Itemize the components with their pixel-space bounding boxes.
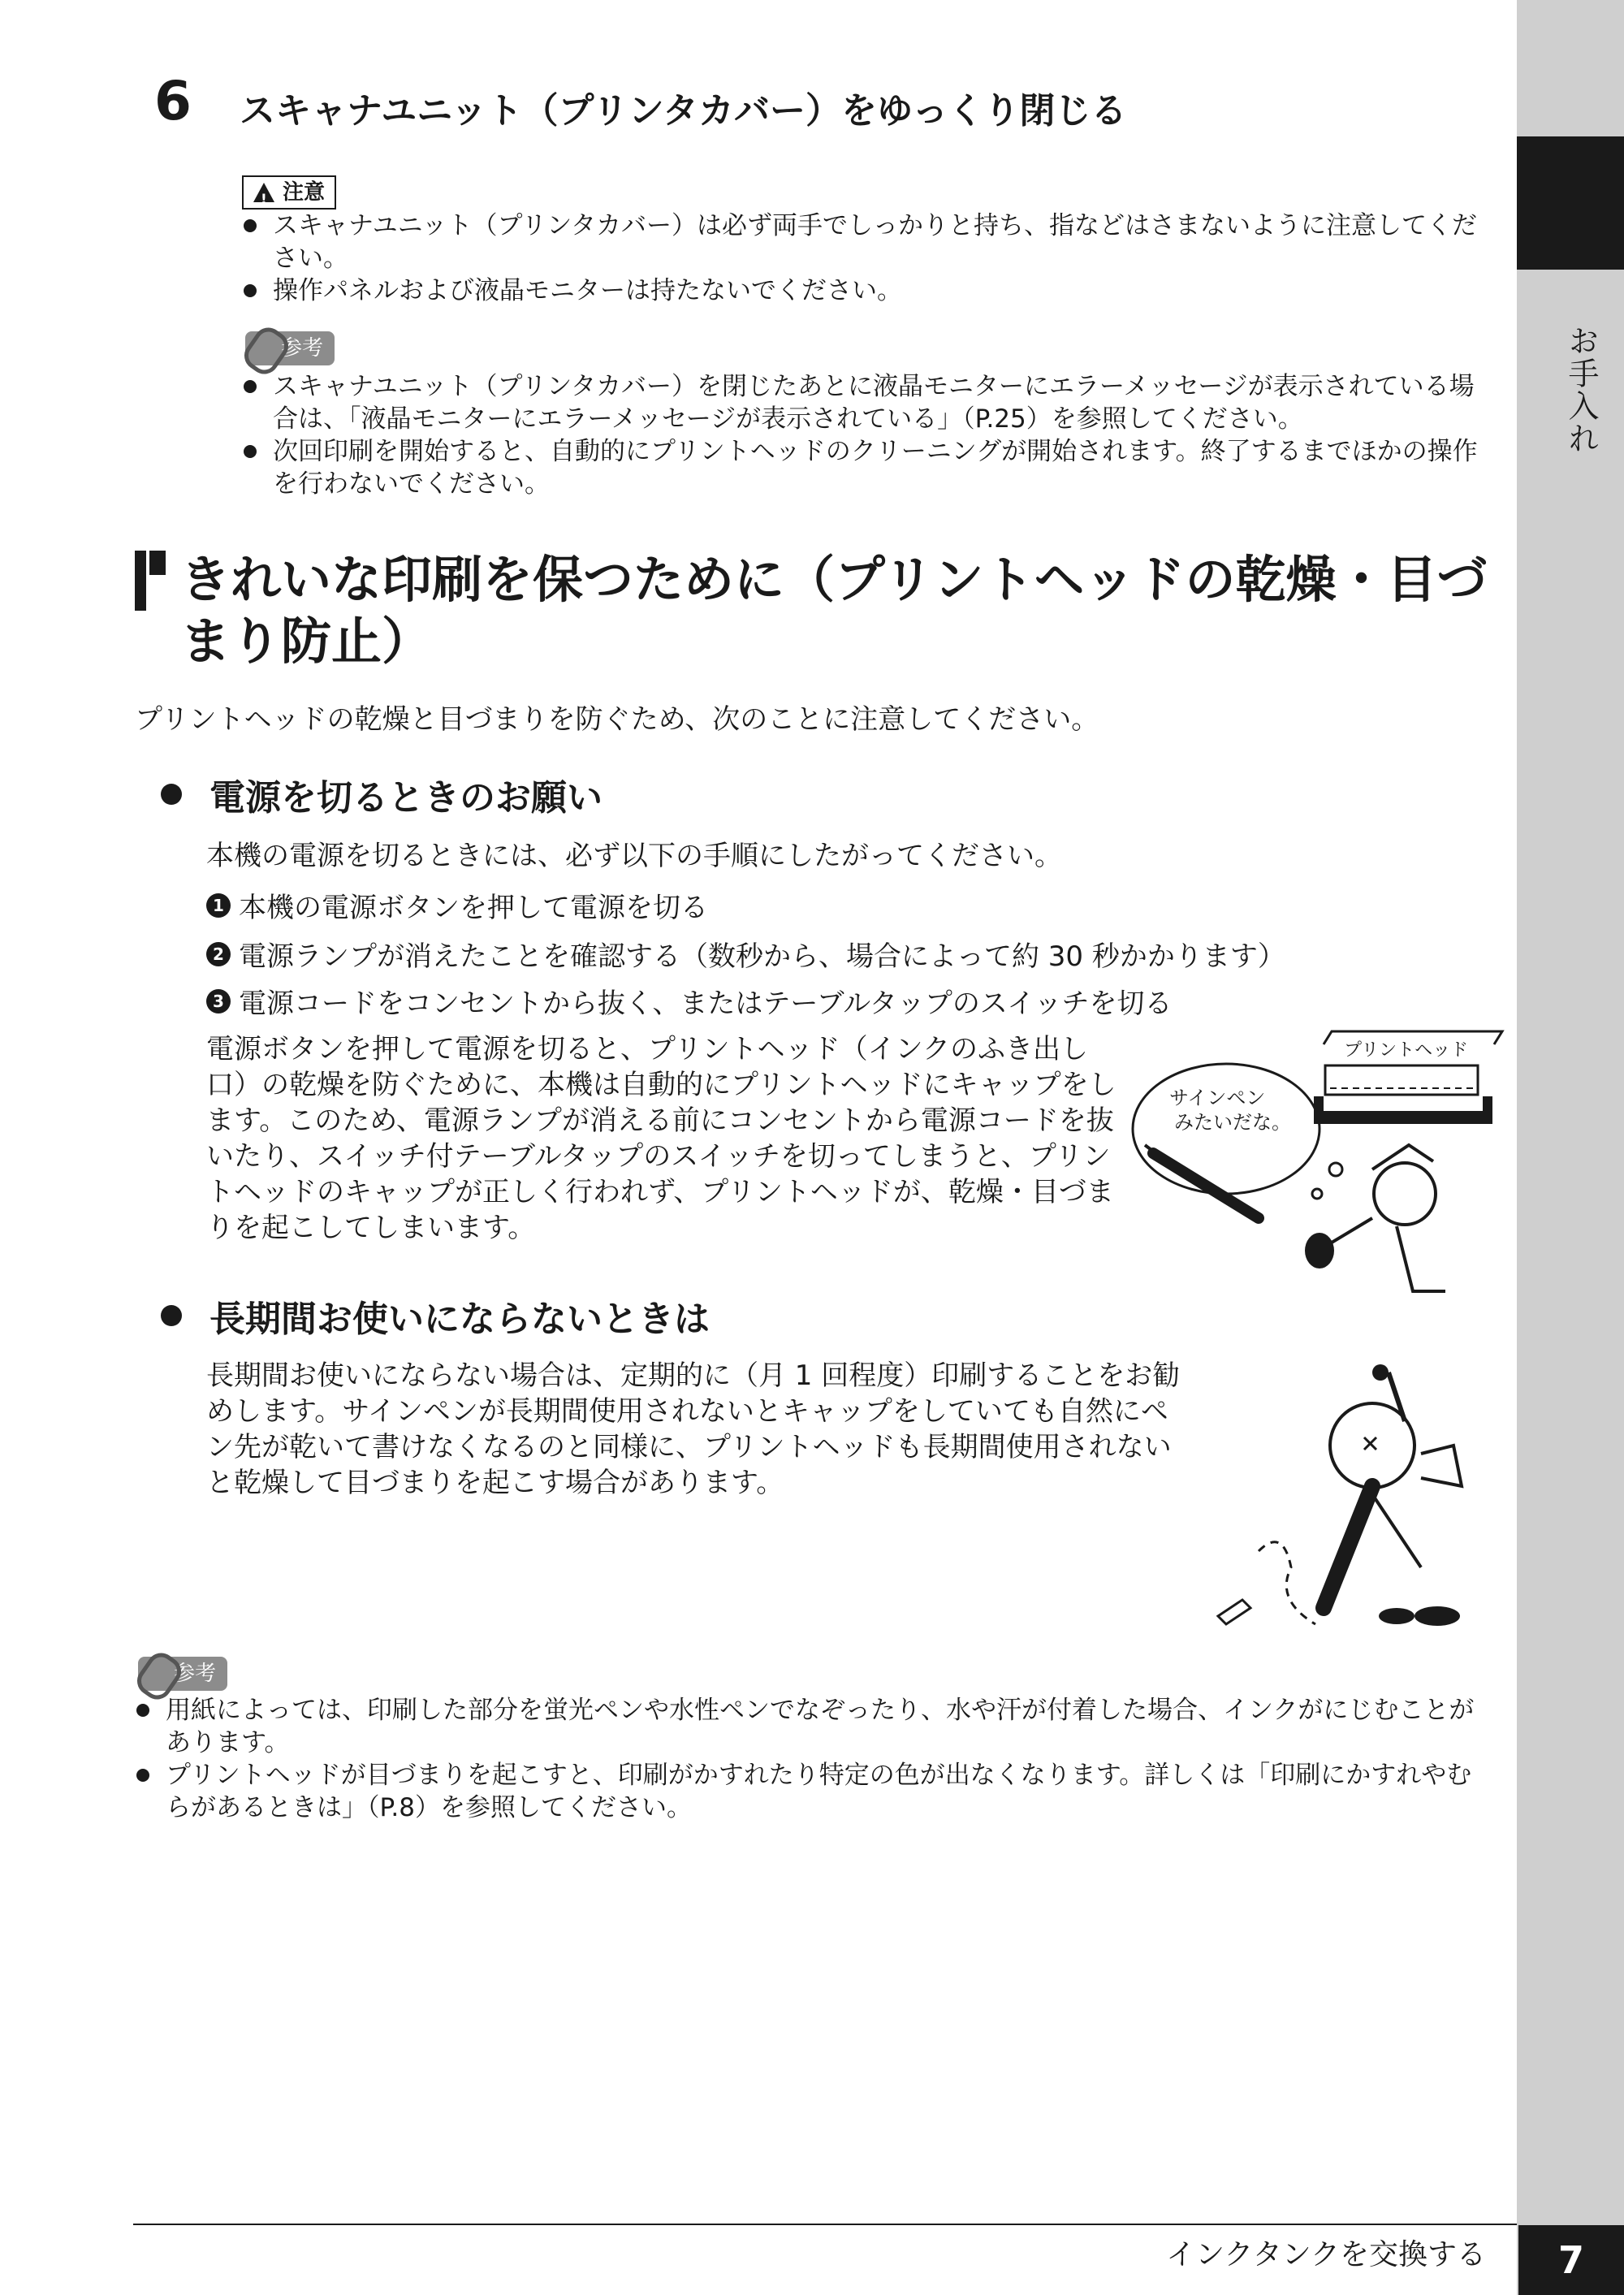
note-item: 次回印刷を開始すると、自動的にプリントヘッドのクリーニングが開始されます。終了するまでほかの操作を行わないでください。: [242, 435, 1492, 500]
power-heading-text: 電源を切るときのお願い: [209, 777, 603, 819]
note-pill: [138, 1657, 227, 1691]
footer-chapter: インクタンクを交換する: [1166, 2238, 1486, 2271]
printhead-illustration: [1129, 1023, 1510, 1316]
power-step-text: 電源ランプが消えたことを確認する（数秒から、場合によって約 30 秒かかります）: [239, 940, 1285, 973]
note-item: 用紙によっては、印刷した部分を蛍光ペンや水性ペンでなぞったり、水や汗が付着した場合、インクがにじむことがあります。: [135, 1694, 1491, 1759]
bottom-note-label: [138, 1657, 227, 1691]
step-number-icon: 3: [206, 989, 231, 1014]
power-step: [206, 885, 708, 925]
step-title: スキャナユニット（プリンタカバー）をゆっくり閉じる: [240, 90, 1127, 132]
power-step-text: 本機の電源ボタンを押して電源を切る: [239, 892, 708, 924]
section-intro: プリントヘッドの乾燥と目づまりを防ぐため、次のことに注意してください。: [135, 703, 1099, 736]
longterm-heading: [161, 1290, 710, 1342]
note-pill: [245, 331, 335, 365]
power-body: 電源ボタンを押して電源を切ると、プリントヘッド（インクのふき出し口）の乾燥を防ぐために、本機は自動的にプリントヘッドにキャップをします。このため、電源ランプが消える前にコンセントから電源コードを抜いたり、スイッチ付テーブルタップのスイッチを切ってしまうと、プリントヘッドのキャップが正しく行われず、プリントヘッドが、乾燥・目づまりを起こしてしまいます。: [206, 1033, 1116, 1244]
side-tab-label: お手入れ: [1563, 325, 1599, 455]
note-list: [242, 370, 1492, 500]
printhead-label: プリントヘッド: [1344, 1040, 1469, 1061]
power-step: [206, 934, 1285, 974]
longterm-body: 長期間お使いにならない場合は、定期的に（月 1 回程度）印刷することをお勧めします。サインペンが長期間使用されないとキャップをしていても自然にペン先が乾いて書けなくなるのと同様に、プリントヘッドも長期間使用されないと乾燥して目づまりを起こす場合があります。: [206, 1359, 1181, 1499]
step-number-icon: 2: [206, 942, 231, 966]
note-text: 参考: [174, 1662, 217, 1686]
page-number: 7: [1518, 2225, 1624, 2295]
power-step-text: 電源コードをコンセントから抜く、またはテーブルタップのスイッチを切る: [239, 988, 1173, 1020]
section-marker: [135, 551, 146, 611]
power-lead: 本機の電源を切るときには、必ず以下の手順にしたがってください。: [206, 840, 1062, 872]
section-title: きれいな印刷を保つために（プリントヘッドの乾燥・目づまり防止）: [180, 550, 1488, 671]
caution-item: スキャナユニット（プリンタカバー）は必ず両手でしっかりと持ち、指などはさまないように注意してください。: [242, 210, 1492, 274]
warning-icon: [253, 183, 274, 202]
power-heading: [161, 768, 603, 820]
bullet-icon: [161, 784, 182, 805]
caution-text: 注意: [283, 180, 326, 205]
bottom-note-list: [135, 1694, 1491, 1824]
section-marker: [149, 551, 166, 575]
step-number: 6: [154, 70, 192, 132]
bullet-icon: [161, 1305, 182, 1326]
svg-text:サインペン: サインペン: [1169, 1087, 1266, 1109]
note-item: スキャナユニット（プリンタカバー）を閉じたあとに液晶モニターにエラーメッセージが表示されている場合は、「液晶モニターにエラーメッセージが表示されている」（P.25）を参照してください。: [242, 370, 1492, 435]
pen-character-illustration: [1210, 1364, 1502, 1640]
note-item: プリントヘッドが目づまりを起こすと、印刷がかすれたり特定の色が出なくなります。詳しくは「印刷にかすれやむらがあるときは」（P.8）を参照してください。: [135, 1759, 1491, 1824]
caution-item: 操作パネルおよび液晶モニターは持たないでください。: [242, 274, 1492, 307]
longterm-heading-text: 長期間お使いにならないときは: [209, 1299, 710, 1340]
side-tab-marker: [1517, 136, 1624, 270]
note-label: [245, 331, 335, 365]
footer-rule: [133, 2224, 1517, 2225]
svg-text:みたいだな。: みたいだな。: [1174, 1111, 1291, 1134]
caution-label: [242, 175, 336, 210]
power-step: [206, 981, 1173, 1021]
step-number-icon: 1: [206, 893, 231, 918]
caution-list: [242, 210, 1492, 307]
note-text: 参考: [281, 336, 324, 361]
